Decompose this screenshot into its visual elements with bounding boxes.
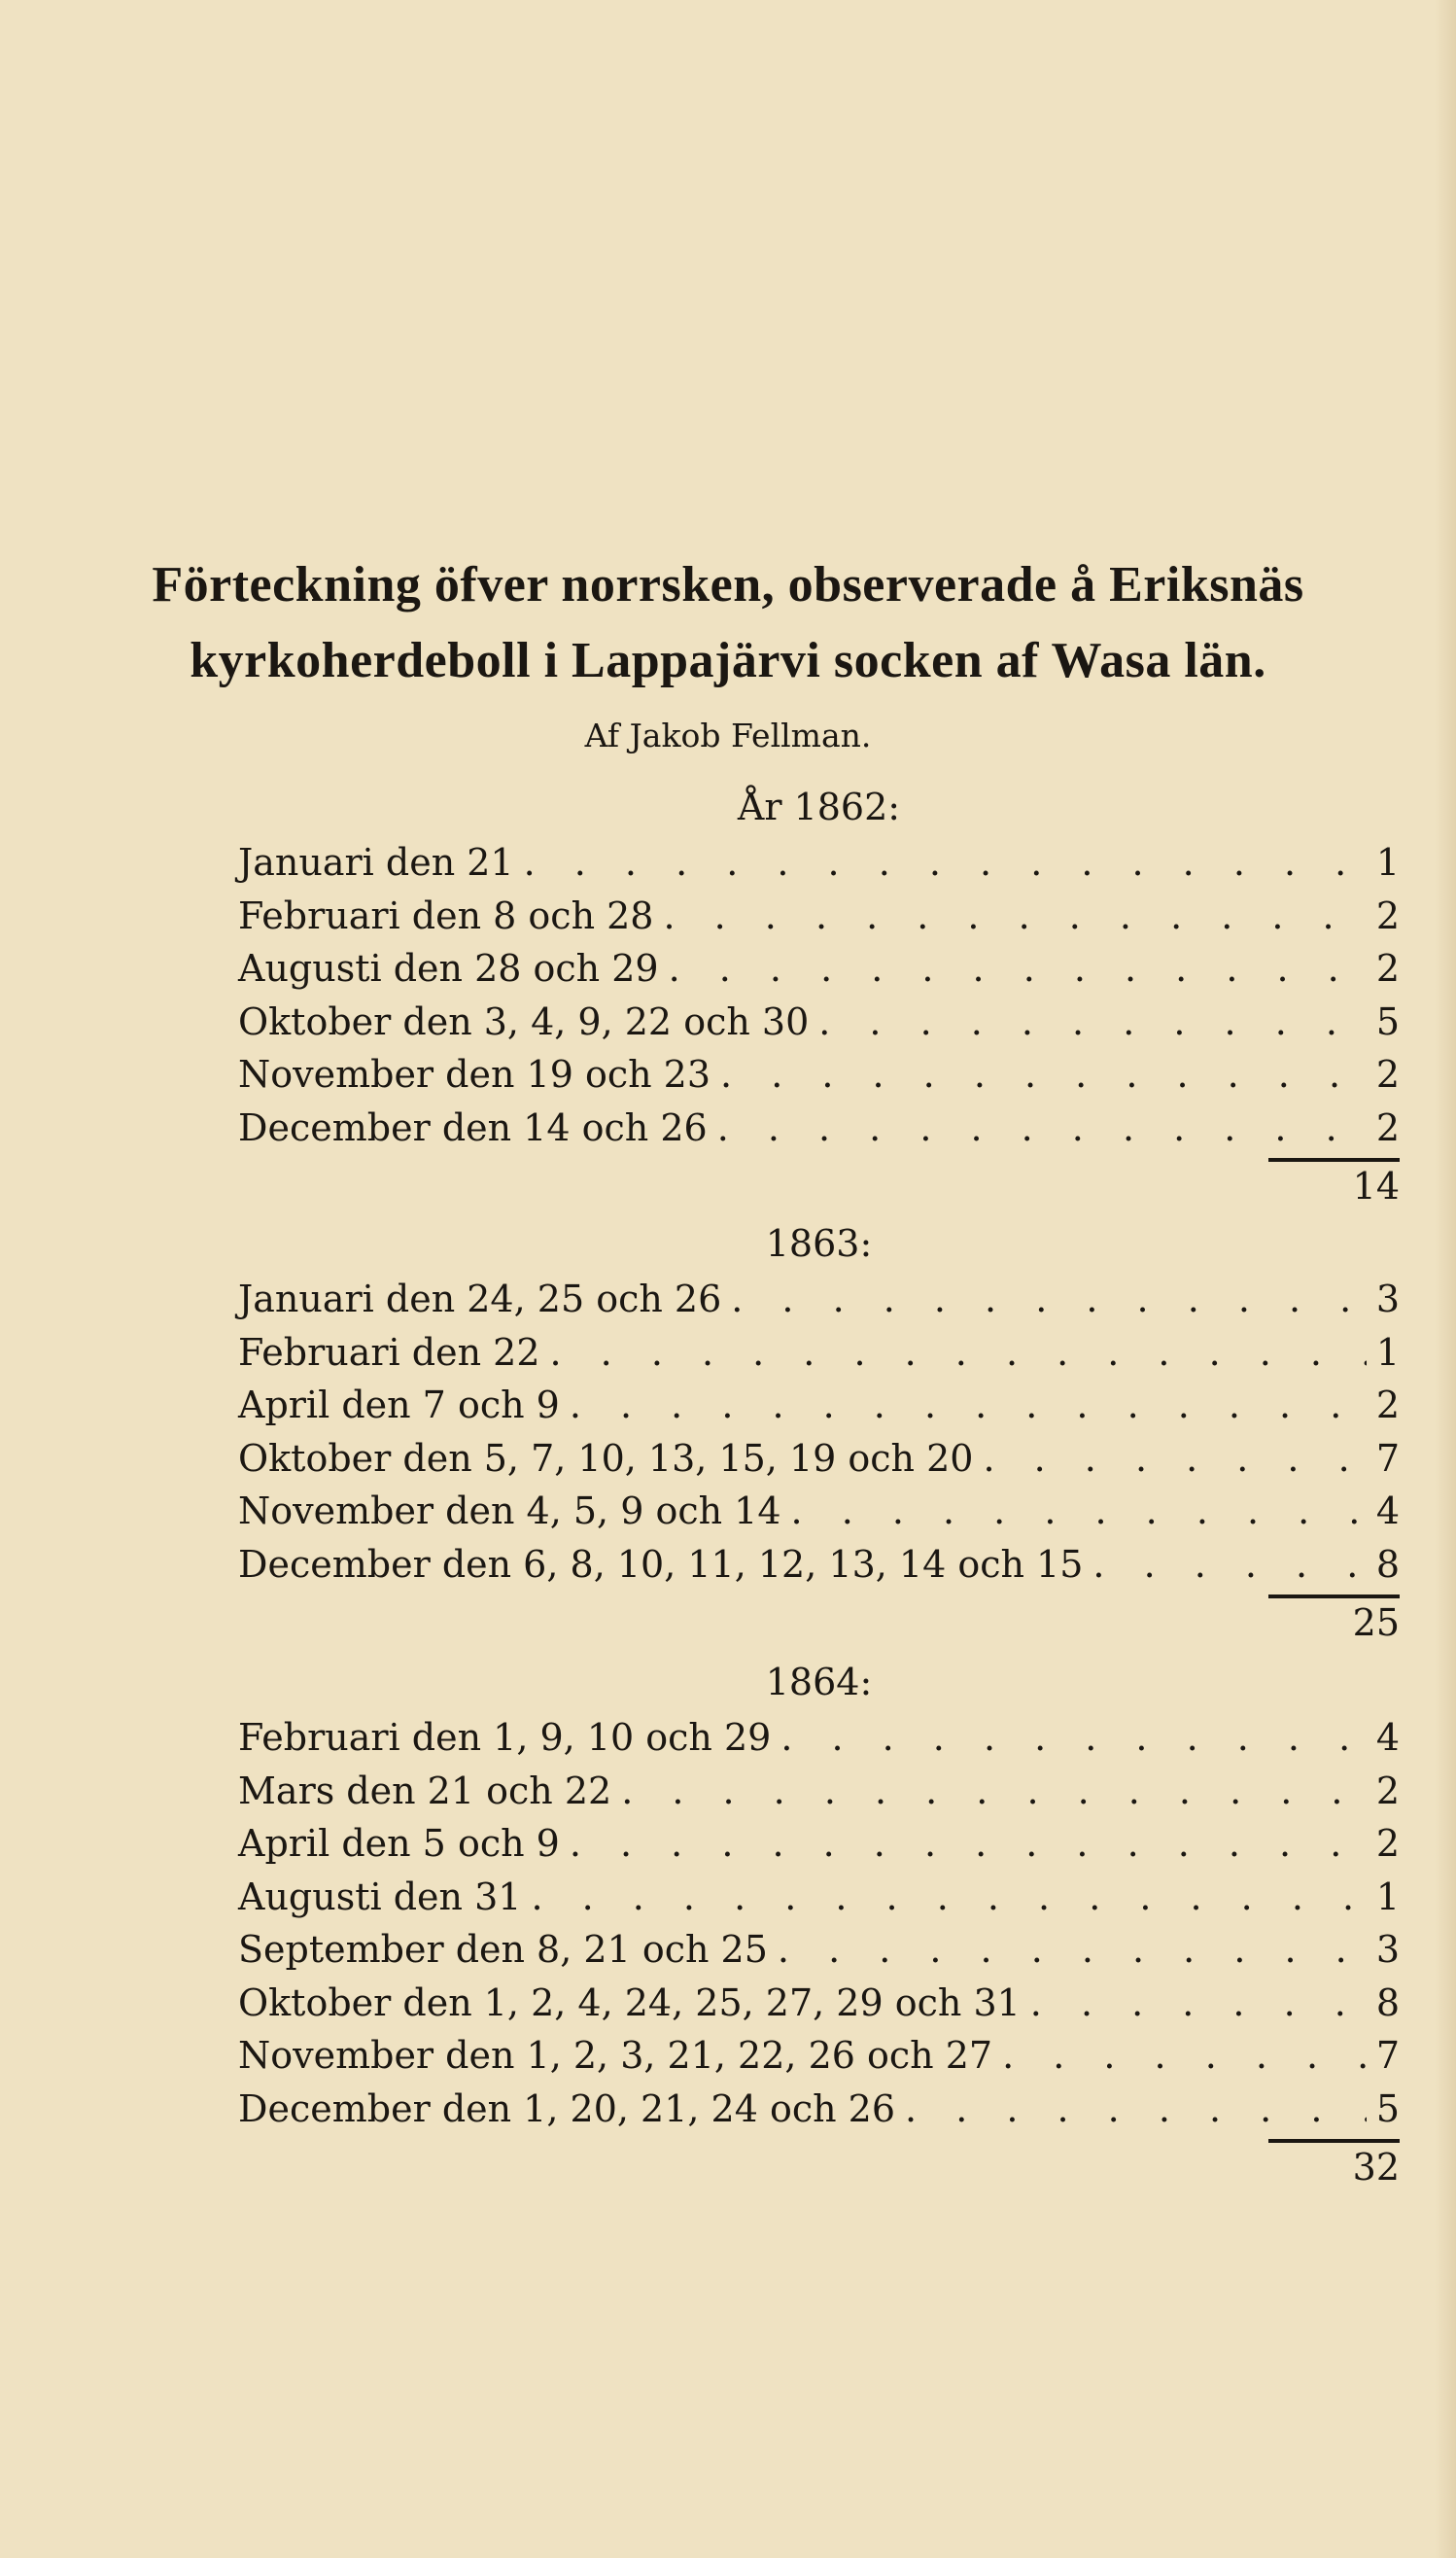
entry-count: 2 — [1375, 894, 1400, 937]
entry-count: 2 — [1375, 1105, 1400, 1149]
entry-label: December den 6, 8, 10, 11, 12, 13, 14 och 15 — [238, 1542, 1084, 1586]
entry-row — [238, 996, 1400, 1049]
year-heading: År 1862: — [737, 786, 901, 828]
entry-row — [238, 890, 1400, 943]
author-line: Af Jakob Fellman. — [584, 717, 872, 754]
entry-count: 8 — [1375, 1980, 1400, 2024]
entry-label: Oktober den 5, 7, 10, 13, 15, 19 och 20 — [238, 1436, 974, 1480]
entry-count: 1 — [1375, 1875, 1400, 1918]
total-row — [238, 1591, 1400, 1649]
section-total: 14 — [1352, 1165, 1400, 1208]
entry-row — [238, 1326, 1400, 1380]
entry-row — [238, 942, 1400, 996]
leader-dots — [669, 942, 1367, 996]
entry-row — [238, 1432, 1400, 1486]
entry-label: April den 5 och 9 — [238, 1822, 560, 1865]
entry-label: Augusti den 28 och 29 — [238, 947, 659, 990]
entry-row — [238, 1379, 1400, 1432]
leader-dots — [731, 1273, 1367, 1326]
entry-row — [238, 1102, 1400, 1155]
entry-label: December den 1, 20, 21, 24 och 26 — [238, 2086, 896, 2130]
entry-label: Januari den 21 — [238, 841, 514, 884]
entry-row — [238, 1538, 1400, 1592]
section-total: 32 — [1352, 2146, 1400, 2189]
leader-dots — [570, 1379, 1367, 1432]
entry-row — [238, 1977, 1400, 2030]
leader-dots — [818, 996, 1367, 1049]
entry-row — [238, 1711, 1400, 1765]
entry-count: 2 — [1375, 1769, 1400, 1812]
entry-row — [238, 2083, 1400, 2136]
year-heading: 1863: — [765, 1222, 873, 1265]
total-row — [238, 1154, 1400, 1212]
entry-row — [238, 1923, 1400, 1977]
entry-count: 3 — [1375, 1278, 1400, 1320]
entry-count: 5 — [1375, 999, 1400, 1043]
entry-label: April den 7 och 9 — [238, 1384, 560, 1426]
entry-row — [238, 1871, 1400, 1924]
entry-label: Oktober den 3, 4, 9, 22 och 30 — [238, 999, 810, 1043]
leader-dots — [524, 836, 1367, 890]
leader-dots — [1092, 1538, 1367, 1592]
leader-dots — [983, 1432, 1367, 1486]
section-total: 25 — [1352, 1601, 1400, 1644]
leader-dots — [717, 1102, 1367, 1155]
leader-dots — [531, 1871, 1367, 1924]
entry-count: 7 — [1375, 2034, 1400, 2077]
entry-count: 4 — [1375, 1716, 1400, 1759]
leader-dots — [550, 1326, 1367, 1380]
entry-count: 1 — [1375, 841, 1400, 884]
leader-dots — [663, 890, 1367, 943]
entry-label: Februari den 22 — [238, 1330, 540, 1374]
section-1864 — [238, 1653, 1400, 2193]
entry-count: 2 — [1375, 1053, 1400, 1096]
section-1862 — [238, 778, 1400, 1212]
entry-label: November den 1, 2, 3, 21, 22, 26 och 27 — [238, 2034, 993, 2077]
entry-count: 2 — [1375, 947, 1400, 990]
leader-dots — [791, 1485, 1367, 1538]
entry-count: 7 — [1375, 1436, 1400, 1480]
entry-count: 2 — [1375, 1384, 1400, 1426]
entry-label: Augusti den 31 — [238, 1875, 522, 1918]
leader-dots — [1002, 2029, 1367, 2083]
entry-row — [238, 1485, 1400, 1538]
title-line-1: Förteckning öfver norrsken, observerade å Eriksnäs — [152, 557, 1304, 613]
entry-label: Mars den 21 och 22 — [238, 1769, 612, 1812]
entry-label: September den 8, 21 och 25 — [238, 1928, 768, 1971]
entry-row — [238, 1817, 1400, 1871]
entry-label: November den 19 och 23 — [238, 1053, 711, 1096]
leader-dots — [720, 1048, 1367, 1102]
entry-count: 2 — [1375, 1822, 1400, 1865]
entry-row — [238, 1273, 1400, 1326]
entry-row — [238, 836, 1400, 890]
page-edge — [1435, 0, 1456, 2558]
entry-label: Januari den 24, 25 och 26 — [238, 1278, 722, 1320]
entry-label: Februari den 1, 9, 10 och 29 — [238, 1716, 772, 1759]
entry-row — [238, 2029, 1400, 2083]
entry-label: Februari den 8 och 28 — [238, 894, 654, 937]
leader-dots — [905, 2083, 1367, 2136]
title-line-2: kyrkoherdeboll i Lappajärvi socken af Wasa län. — [190, 633, 1266, 688]
entry-row — [238, 1048, 1400, 1102]
entry-count: 5 — [1375, 2086, 1400, 2130]
total-row — [238, 2135, 1400, 2193]
entry-count: 1 — [1375, 1330, 1400, 1374]
leader-dots — [1030, 1977, 1367, 2030]
leader-dots — [570, 1817, 1367, 1871]
entry-label: November den 4, 5, 9 och 14 — [238, 1489, 781, 1532]
entry-count: 4 — [1375, 1489, 1400, 1532]
entry-label: Oktober den 1, 2, 4, 24, 25, 27, 29 och 31 — [238, 1980, 1021, 2024]
year-heading: 1864: — [765, 1661, 873, 1703]
entry-count: 3 — [1375, 1928, 1400, 1971]
leader-dots — [778, 1923, 1367, 1977]
section-1863 — [238, 1214, 1400, 1649]
leader-dots — [780, 1711, 1367, 1765]
entry-row — [238, 1765, 1400, 1818]
leader-dots — [621, 1765, 1367, 1818]
entry-count: 8 — [1375, 1542, 1400, 1586]
entry-label: December den 14 och 26 — [238, 1105, 708, 1149]
